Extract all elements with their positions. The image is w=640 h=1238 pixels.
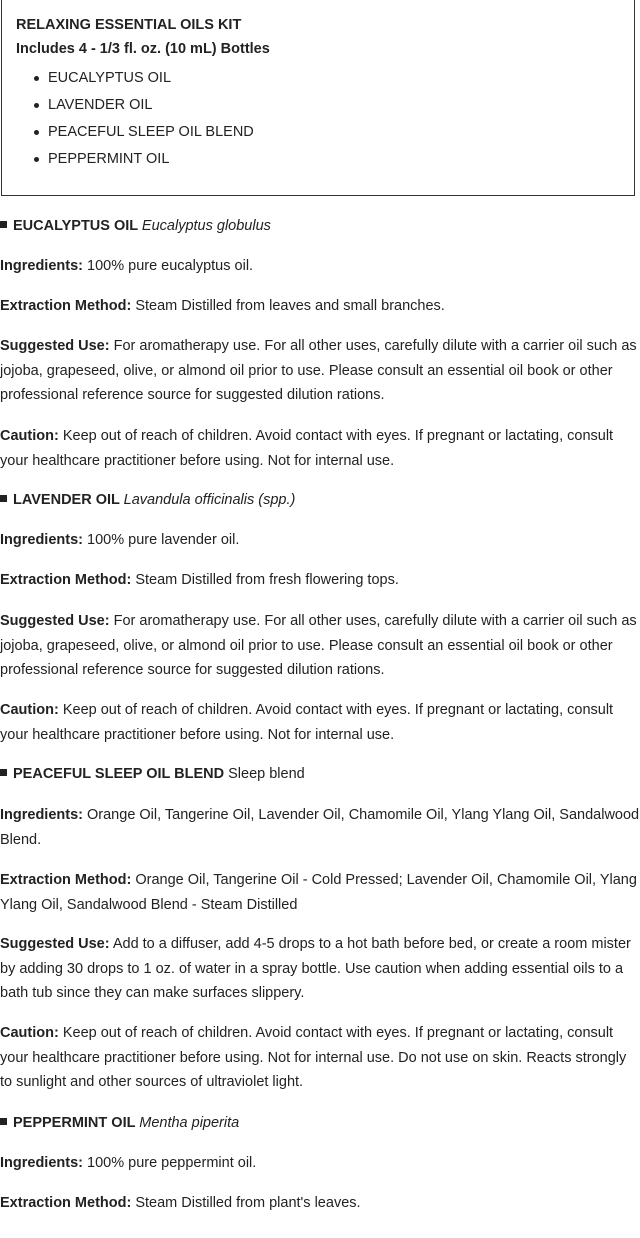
- square-bullet-icon: [0, 1118, 7, 1125]
- list-item: EUCALYPTUS OIL: [16, 68, 254, 95]
- oil-extraction: Extraction Method: Orange Oil, Tangerine Oil - Cold Pressed; Lavender Oil, Chamomile Oil, Ylang Ylang Oil, Sandalwood Blend - Steam Distilled: [0, 872, 637, 913]
- bullet-icon: [34, 103, 39, 108]
- oil-ingredients: Ingredients: Orange Oil, Tangerine Oil, Lavender Oil, Chamomile Oil, Ylang Ylang Oil, Sandalwood Blend.: [0, 807, 640, 848]
- square-bullet-icon: [0, 221, 7, 228]
- oil-ingredients: Ingredients: 100% pure peppermint oil.: [0, 1155, 257, 1171]
- bullet-icon: [34, 157, 39, 162]
- oil-heading-peppermint: PEPPERMINT OIL Mentha piperita: [0, 1111, 640, 1136]
- oil-suggested-use: Suggested Use: For aromatherapy use. For all other uses, carefully dilute with a carrier oil such as jojoba, grapeseed, olive, or almond oil prior to use. Please consult an essential oil book or other professional reference source for suggested dilution rations.: [0, 338, 637, 403]
- kit-subtitle: Includes 4 - 1/3 fl. oz. (10 mL) Bottles: [16, 41, 270, 57]
- oil-caution: Caution: Keep out of reach of children. Avoid contact with eyes. If pregnant or lactating, consult your healthcare practitioner before using. Not for internal use.: [0, 702, 614, 743]
- oil-suggested-use: Suggested Use: Add to a diffuser, add 4-5 drops to a hot bath before bed, or create a room mister by adding 30 drops to 1 oz. of water in a spray bottle. Use caution when adding essential oils to a bath tub since they can make surfaces slippery.: [0, 936, 631, 1001]
- oil-extraction: Extraction Method: Steam Distilled from fresh flowering tops.: [0, 572, 399, 588]
- oil-caution: Caution: Keep out of reach of children. Avoid contact with eyes. If pregnant or lactating, consult your healthcare practitioner before using. Not for internal use.: [0, 428, 614, 469]
- bullet-icon: [34, 76, 39, 81]
- list-item: LAVENDER OIL: [16, 95, 254, 122]
- kit-title: RELAXING ESSENTIAL OILS KIT: [16, 17, 242, 33]
- oil-ingredients: Ingredients: 100% pure eucalyptus oil.: [0, 258, 254, 274]
- oil-caution: Caution: Keep out of reach of children. Avoid contact with eyes. If pregnant or lactating, consult your healthcare practitioner before using. Not for internal use. Do not use on skin. Reacts strongly to sunlight and other sources of ultraviolet light.: [0, 1025, 627, 1090]
- kit-item-list: [16, 68, 254, 176]
- oil-heading-lavender: LAVENDER OIL Lavandula officinalis (spp.): [0, 488, 640, 513]
- oil-suggested-use: Suggested Use: For aromatherapy use. For all other uses, carefully dilute with a carrier oil such as jojoba, grapeseed, olive, or almond oil prior to use. Please consult an essential oil book or other professional reference source for suggested dilution rations.: [0, 613, 637, 678]
- square-bullet-icon: [0, 495, 7, 502]
- list-item: PEPPERMINT OIL: [16, 149, 254, 176]
- list-item: PEACEFUL SLEEP OIL BLEND: [16, 122, 254, 149]
- kit-summary-box: [1, 0, 635, 196]
- square-bullet-icon: [0, 769, 7, 776]
- oil-heading-peaceful-sleep: PEACEFUL SLEEP OIL BLEND Sleep blend: [0, 762, 640, 787]
- oil-heading-eucalyptus: EUCALYPTUS OIL Eucalyptus globulus: [0, 214, 640, 239]
- bullet-icon: [34, 130, 39, 135]
- oil-extraction: Extraction Method: Steam Distilled from leaves and small branches.: [0, 298, 445, 314]
- oil-ingredients: Ingredients: 100% pure lavender oil.: [0, 532, 240, 548]
- oil-extraction: Extraction Method: Steam Distilled from plant's leaves.: [0, 1195, 361, 1211]
